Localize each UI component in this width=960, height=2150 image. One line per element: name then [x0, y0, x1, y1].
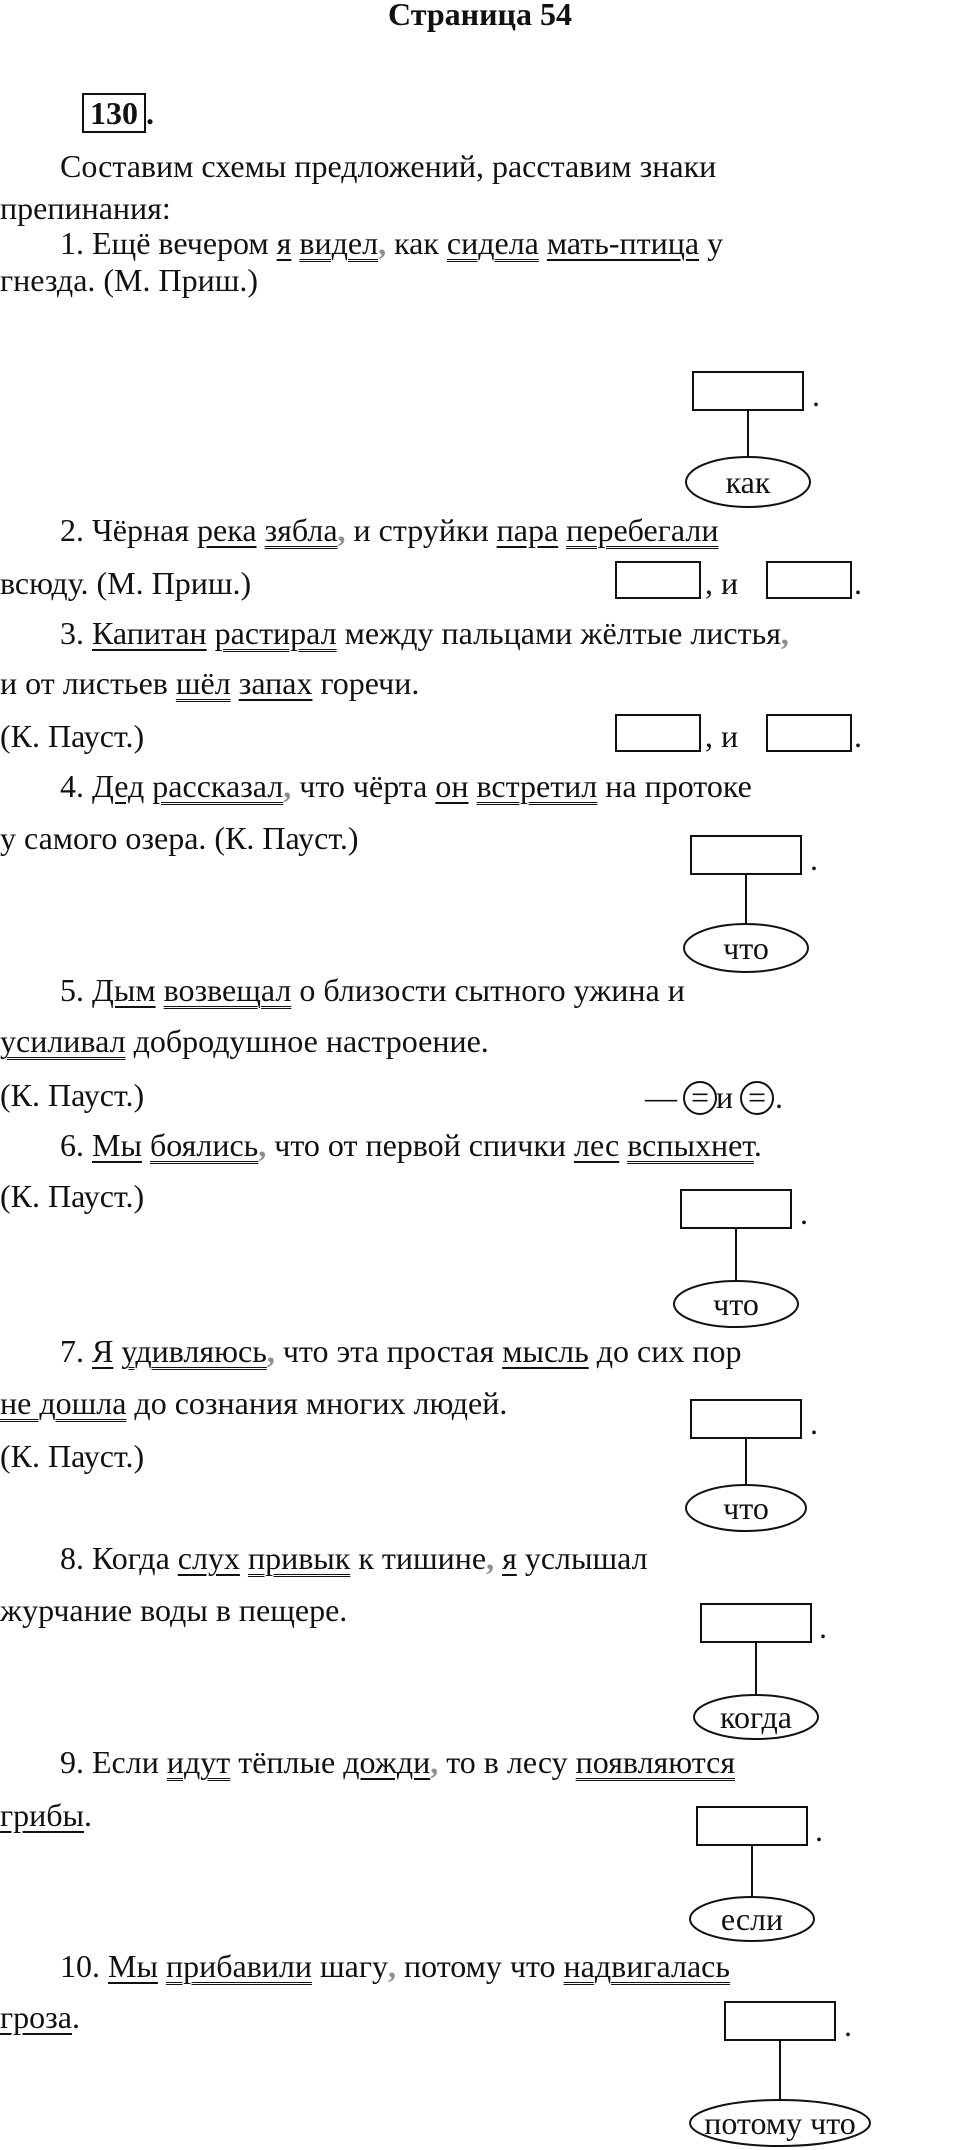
predicate: видел	[299, 225, 379, 261]
sentence-3-line-3: (К. Пауст.)	[0, 718, 145, 754]
subject: грибы	[0, 1797, 85, 1833]
predicate: перебегали	[566, 512, 719, 548]
subject: слух	[177, 1540, 240, 1576]
svg-text:=: =	[690, 1079, 710, 1115]
comma: ,	[337, 512, 346, 548]
sentence-8-line-1: 8. Когда слух привык к тишине, я услышал	[60, 1540, 648, 1576]
svg-text:когда: когда	[720, 1699, 792, 1735]
predicate: идут	[166, 1744, 231, 1780]
subject: Я	[92, 1333, 114, 1369]
predicate: вспыхнет	[627, 1127, 754, 1163]
sentence-4-scheme	[688, 826, 828, 976]
svg-text:и: и	[716, 1079, 734, 1115]
sentence-4-line-2: у самого озера. (К. Пауст.)	[0, 820, 359, 856]
page-title: Страница 54	[388, 0, 572, 32]
sentence-7-line-1: 7. Я удивляюсь, что эта простая мысль до сих пор	[60, 1333, 742, 1369]
sentence-7-scheme	[688, 1390, 828, 1540]
svg-text:что: что	[723, 1490, 769, 1526]
comma: ,	[430, 1744, 439, 1780]
svg-text:если: если	[720, 1901, 784, 1937]
predicate: не дошла	[0, 1385, 127, 1421]
exercise-number-dot: .	[146, 95, 154, 131]
sentence-9-line-1: 9. Если идут тёплые дожди, то в лесу появляются	[60, 1744, 736, 1780]
sentence-5-line-2: усиливал добродушное настроение.	[0, 1023, 489, 1059]
subject: пара	[496, 512, 559, 548]
subject: Дым	[92, 972, 156, 1008]
predicate: растирал	[214, 615, 337, 651]
svg-text:.: .	[819, 1609, 827, 1645]
exercise-number	[82, 95, 154, 132]
comma: ,	[266, 1333, 275, 1369]
comma: ,	[780, 615, 789, 651]
svg-text:.: .	[810, 1405, 818, 1441]
predicate: зябла	[264, 512, 338, 548]
predicate: встретил	[476, 768, 598, 804]
sentence-6-line-1: 6. Мы боялись, что от первой спички лес вспыхнет.	[60, 1127, 762, 1163]
subject: я	[276, 225, 292, 261]
svg-text:, и: , и	[705, 565, 739, 601]
sentence-1-scheme	[690, 362, 830, 512]
sentence-2-line-2: всюду. (М. Приш.)	[0, 565, 252, 601]
subject: мысль	[502, 1333, 589, 1369]
sentence-10-line-2: гроза.	[0, 1999, 80, 2035]
sentence-10-line-1: 10. Мы прибавили шагу, потому что надвигалась	[60, 1948, 730, 1984]
subject: он	[435, 768, 469, 804]
comma: ,	[387, 1948, 396, 1984]
subject: гроза	[0, 1999, 72, 2035]
sentence-1-line-1: 1. Ещё вечером я видел, как сидела мать-птица у	[60, 225, 724, 261]
svg-text:.: .	[775, 1079, 783, 1115]
subject: дожди	[343, 1744, 431, 1780]
svg-text:.: .	[854, 565, 862, 601]
svg-text:.: .	[815, 1812, 823, 1848]
svg-text:.: .	[854, 718, 862, 754]
sentence-4-line-1: 4. Дед рассказал, что чёрта он встретил на протоке	[60, 768, 752, 804]
sentence-6-scheme	[678, 1180, 818, 1330]
sentence-9-scheme	[693, 1797, 833, 1947]
subject: мать-птица	[546, 225, 700, 261]
predicate: возвещал	[163, 972, 292, 1008]
predicate: сидела	[446, 225, 539, 261]
sentence-2-line-1: 2. Чёрная река зябла, и струйки пара перебегали	[60, 512, 719, 548]
svg-text:, и: , и	[705, 718, 739, 754]
predicate: боялись	[149, 1127, 259, 1163]
sentence-2-scheme	[615, 560, 875, 610]
predicate: рассказал	[152, 768, 284, 804]
sentence-7-line-3: (К. Пауст.)	[0, 1438, 145, 1474]
intro-line-2: препинания:	[0, 190, 171, 226]
subject: лес	[574, 1127, 620, 1163]
svg-text:как: как	[725, 464, 771, 500]
sentence-3-line-2: и от листьев шёл запах горечи.	[0, 665, 420, 701]
sentence-8-line-2: журчание воды в пещере.	[0, 1592, 348, 1628]
sentence-9-line-2: грибы.	[0, 1797, 93, 1833]
comma: ,	[283, 768, 292, 804]
svg-text:—: —	[645, 1079, 677, 1115]
predicate: привык	[247, 1540, 351, 1576]
predicate: удивляюсь	[121, 1333, 267, 1369]
sentence-10-scheme	[694, 1992, 894, 2150]
svg-text:что: что	[723, 930, 769, 966]
sentence-7-line-2: не дошла до сознания многих людей.	[0, 1385, 508, 1421]
sentence-3-scheme	[615, 713, 875, 763]
svg-text:.: .	[810, 841, 818, 877]
comma: ,	[378, 225, 387, 261]
svg-text:потому что: потому что	[704, 2105, 856, 2141]
subject: Капитан	[92, 615, 207, 651]
sentence-3-line-1: 3. Капитан растирал между пальцами жёлтые листья,	[60, 615, 789, 651]
predicate: шёл	[175, 665, 231, 701]
svg-text:.: .	[844, 2007, 852, 2043]
sentence-1-line-2: гнезда. (М. Приш.)	[0, 262, 259, 298]
svg-text:.: .	[800, 1195, 808, 1231]
predicate: появляются	[575, 1744, 736, 1780]
exercise-number-box: 130	[82, 93, 146, 133]
sentence-5-scheme	[645, 1076, 825, 1126]
subject: Дед	[92, 768, 145, 804]
sentence-5-line-3: (К. Пауст.)	[0, 1077, 145, 1113]
sentence-6-line-2: (К. Пауст.)	[0, 1178, 145, 1214]
svg-text:=: =	[747, 1079, 767, 1115]
comma: ,	[486, 1540, 495, 1576]
subject: запах	[238, 665, 313, 701]
svg-text:что: что	[713, 1286, 759, 1322]
subject: я	[502, 1540, 517, 1576]
sentence-8-scheme	[697, 1594, 837, 1744]
svg-text:.: .	[812, 377, 820, 413]
subject: Мы	[92, 1127, 142, 1163]
predicate: усиливал	[0, 1023, 126, 1059]
predicate: надвигалась	[563, 1948, 730, 1984]
predicate: прибавили	[165, 1948, 313, 1984]
subject: река	[197, 512, 257, 548]
sentence-5-line-1: 5. Дым возвещал о близости сытного ужина и	[60, 972, 685, 1008]
subject: Мы	[108, 1948, 158, 1984]
comma: ,	[258, 1127, 267, 1163]
intro-line-1: Составим схемы предложений, расставим знаки	[60, 148, 717, 184]
